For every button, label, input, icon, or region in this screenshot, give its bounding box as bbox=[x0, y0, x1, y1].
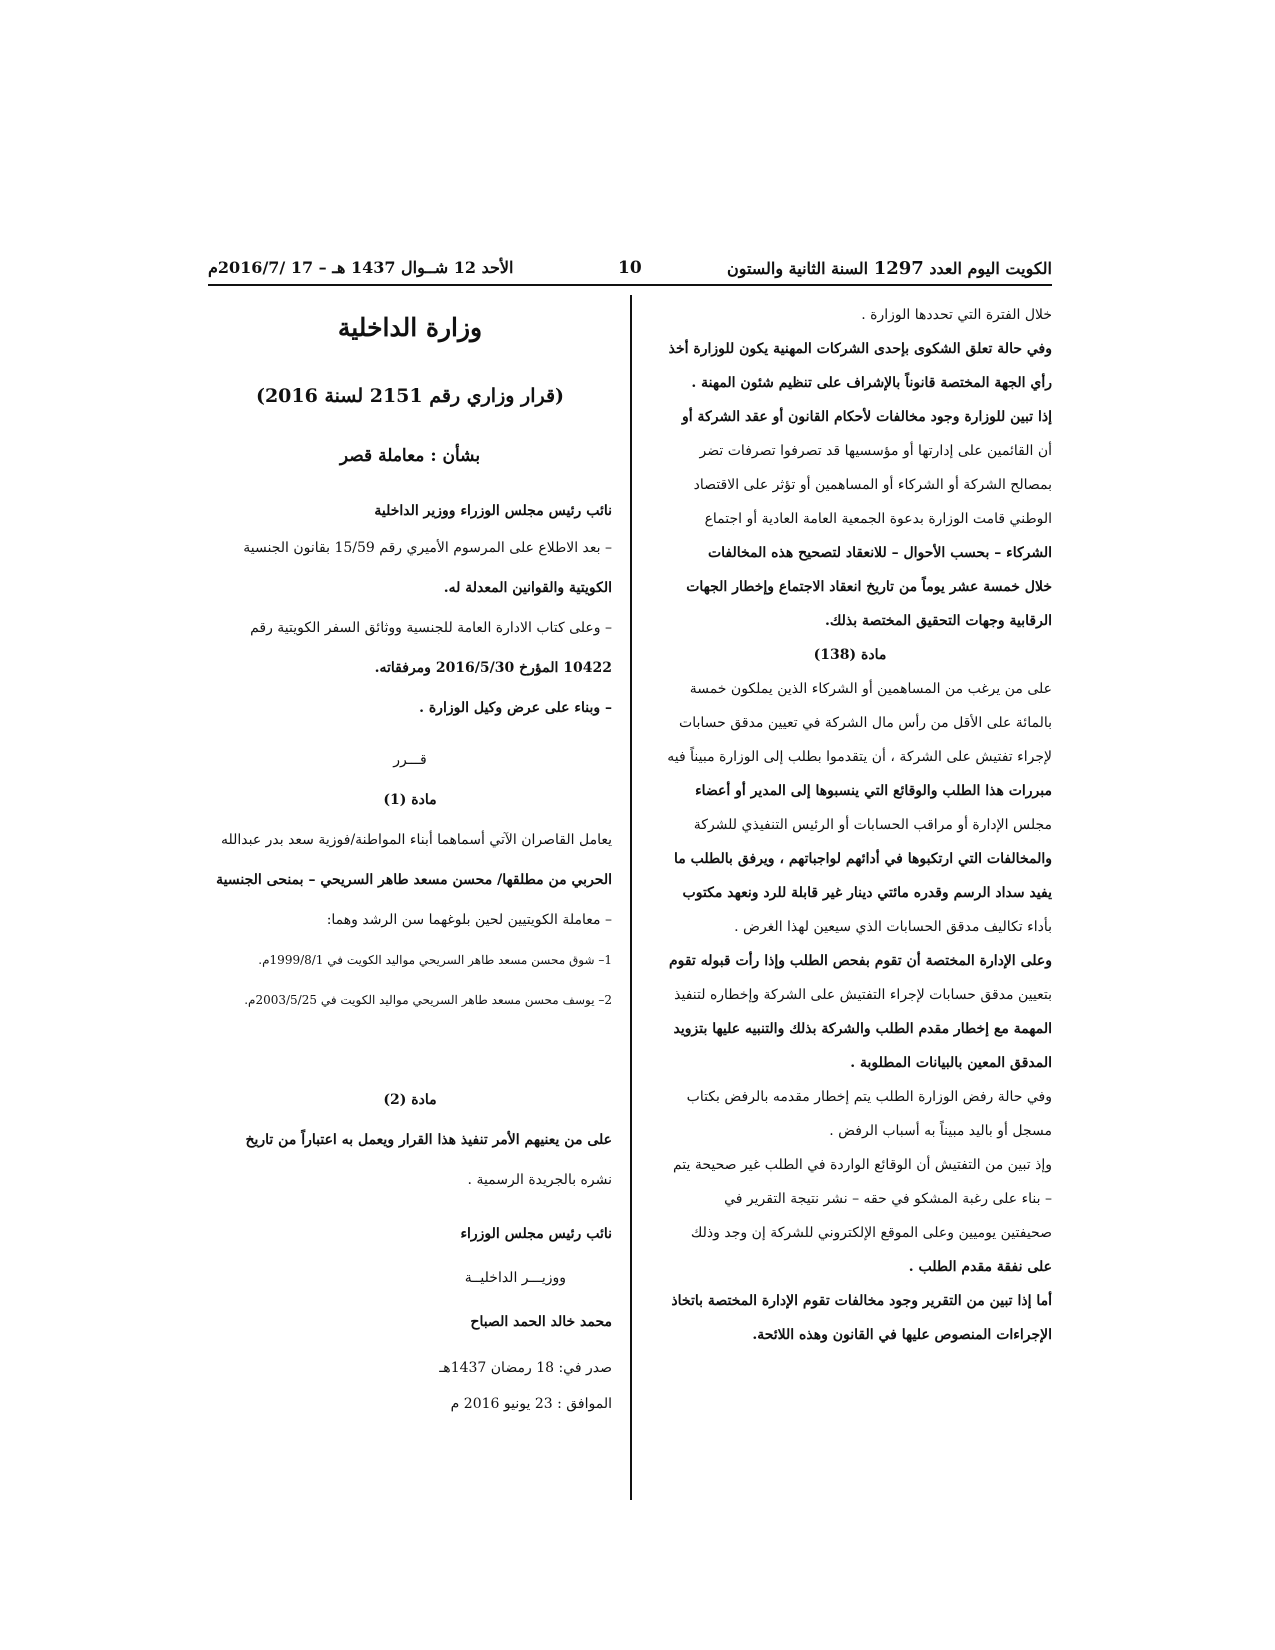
header-right-prefix: الكويت اليوم العدد bbox=[929, 259, 1052, 278]
signature-name: محمد خالد الحمد الصباح bbox=[470, 1314, 612, 1330]
right-column bbox=[648, 298, 1052, 1352]
right-line: إذا تبين للوزارة وجود مخالفات لأحكام القانون أو عقد الشركة أو bbox=[682, 409, 1052, 425]
article-1-line: – معاملة الكويتيين لحين بلوغهما سن الرشد وهما: bbox=[326, 912, 612, 928]
header-issue-info bbox=[727, 258, 1052, 279]
issued-hijri: صدر في: 18 رمضان 1437هـ bbox=[439, 1360, 612, 1376]
article-138-line: بأداء تكاليف مدقق الحسابات الذي سيعين لهذا الغرض . bbox=[734, 919, 1052, 935]
right-line: وفي حالة تعلق الشكوى بإحدى الشركات المهنية يكون للوزارة أخذ bbox=[668, 341, 1052, 357]
minor-entry: 1– شوق محسن مسعد طاهر السريحي مواليد الكويت في 1999/8/1م. bbox=[258, 953, 612, 967]
header-right-suffix: السنة الثانية والستون bbox=[726, 259, 869, 278]
article-138-line: بتعيين مدقق حسابات لإجراء التفتيش على الشركة وإخطاره لتنفيذ bbox=[674, 987, 1052, 1003]
article-138-line: بالمائة على الأقل من رأس مال الشركة في تعيين مدقق حسابات bbox=[679, 715, 1052, 731]
article-138-line: وفي حالة رفض الوزارة الطلب يتم إخطار مقدمه بالرفض بكتاب bbox=[686, 1089, 1052, 1105]
signature-title-1: نائب رئيس مجلس الوزراء bbox=[460, 1226, 612, 1242]
right-line: خلال خمسة عشر يوماً من تاريخ انعقاد الاجتماع وإخطار الجهات bbox=[686, 579, 1052, 595]
page-number: 10 bbox=[618, 258, 642, 278]
article-138-line: وإذ تبين من التفتيش أن الوقائع الواردة في الطلب غير صحيحة يتم bbox=[672, 1157, 1052, 1173]
preamble-line: – وعلى كتاب الادارة العامة للجنسية ووثائق السفر الكويتية رقم bbox=[250, 620, 612, 636]
right-line: رأي الجهة المختصة قانوناً بالإشراف على تنظيم شئون المهنة . bbox=[691, 375, 1052, 391]
article-2-line: على من يعنيهم الأمر تنفيذ هذا القرار ويعمل به اعتباراً من تاريخ bbox=[245, 1132, 612, 1148]
article-138-line: مسجل أو باليد مبيناً به أسباب الرفض . bbox=[829, 1123, 1052, 1139]
header-date: الأحد 12 شــوال 1437 هـ – 17 /2016/7م bbox=[208, 258, 514, 277]
preamble-line: الكويتية والقوانين المعدلة له. bbox=[443, 580, 612, 596]
article-138-line: المهمة مع إخطار مقدم الطلب والشركة بذلك والتنبيه عليها بتزويد bbox=[673, 1021, 1052, 1037]
signature-title-2: ووزيـــر الداخليــة bbox=[464, 1270, 566, 1286]
article-1-line: يعامل القاصران الآتي أسماهما أبناء المواطنة/فوزية سعد بدر عبدالله bbox=[220, 832, 612, 848]
decided-word: قـــرر bbox=[393, 752, 427, 768]
article-138-line: صحيفتين يوميين وعلى الموقع الإلكتروني للشركة إن وجد وذلك bbox=[690, 1225, 1052, 1241]
article-138-line: على نفقة مقدم الطلب . bbox=[908, 1259, 1052, 1275]
article-138-line: المدقق المعين بالبيانات المطلوبة . bbox=[850, 1055, 1052, 1071]
ministry-title: وزارة الداخلية bbox=[337, 313, 483, 342]
issue-number: 1297 bbox=[873, 258, 924, 279]
article-138-line: مبررات هذا الطلب والوقائع التي ينسبوها إلى المدير أو أعضاء bbox=[695, 783, 1052, 799]
article-138-line: مجلس الإدارة أو مراقب الحسابات أو الرئيس التنفيذي للشركة bbox=[693, 817, 1052, 833]
article-138-line: والمخالفات التي ارتكبوها في أدائهم لواجباتهم ، ويرفق بالطلب ما bbox=[674, 851, 1052, 867]
right-line: بمصالح الشركة أو الشركاء أو المساهمين أو تؤثر على الاقتصاد bbox=[693, 477, 1052, 493]
article-2-heading: مادة (2) bbox=[383, 1092, 437, 1108]
issued-gregorian: الموافق : 23 يونيو 2016 م bbox=[450, 1396, 612, 1412]
right-line: الشركاء – بحسب الأحوال – للانعقاد لتصحيح هذه المخالفات bbox=[707, 545, 1052, 561]
decision-subject: بشأن : معاملة قصر bbox=[339, 446, 481, 466]
preamble-line: – بعد الاطلاع على المرسوم الأميري رقم 15/59 بقانون الجنسية bbox=[243, 540, 612, 556]
article-138-line: – بناء على رغبة المشكو في حقه – نشر نتيجة التقرير في bbox=[724, 1191, 1052, 1207]
minor-entry: 2– يوسف محسن مسعد طاهر السريحي مواليد الكويت في 2003/5/25م. bbox=[244, 993, 612, 1007]
decision-title: (قرار وزاري رقم 2151 لسنة 2016) bbox=[255, 385, 565, 407]
left-column bbox=[208, 298, 612, 1422]
article-138-line: وعلى الإدارة المختصة أن تقوم بفحص الطلب وإذا رأت قبوله تقوم bbox=[668, 953, 1052, 969]
right-line: أن القائمين على إدارتها أو مؤسسيها قد تصرفوا تصرفات تضر bbox=[699, 443, 1052, 459]
right-line: الرقابية وجهات التحقيق المختصة بذلك. bbox=[824, 613, 1052, 629]
issuer: نائب رئيس مجلس الوزراء ووزير الداخلية bbox=[374, 503, 612, 519]
article-138-line: أما إذا تبين من التقرير وجود مخالفات تقوم الإدارة المختصة باتخاذ bbox=[671, 1293, 1052, 1309]
column-divider bbox=[630, 295, 632, 1500]
article-138-heading: مادة (138) bbox=[813, 647, 887, 663]
article-138-line: الإجراءات المنصوص عليها في القانون وهذه اللائحة. bbox=[752, 1327, 1052, 1343]
article-2-line: نشره بالجريدة الرسمية . bbox=[467, 1172, 612, 1188]
page-header bbox=[208, 252, 1052, 286]
article-138-line: يفيد سداد الرسم وقدره مائتي دينار غير قابلة للرد ونعهد مكتوب bbox=[682, 885, 1052, 901]
article-1-heading: مادة (1) bbox=[383, 792, 437, 808]
preamble-line: – وبناء على عرض وكيل الوزارة . bbox=[419, 700, 612, 716]
right-line: خلال الفترة التي تحددها الوزارة . bbox=[861, 307, 1052, 323]
right-line: الوطني قامت الوزارة بدعوة الجمعية العامة العادية أو اجتماع bbox=[704, 511, 1052, 527]
preamble-line: 10422 المؤرخ 2016/5/30 ومرفقاته. bbox=[374, 660, 612, 676]
article-1-line: الحربي من مطلقها/ محسن مسعد طاهر السريحي – بمنحى الجنسية bbox=[216, 872, 612, 888]
article-138-line: لإجراء تفتيش على الشركة ، أن يتقدموا بطلب إلى الوزارة مبيناً فيه bbox=[667, 749, 1052, 765]
article-138-line: على من يرغب من المساهمين أو الشركاء الذين يملكون خمسة bbox=[689, 681, 1052, 697]
